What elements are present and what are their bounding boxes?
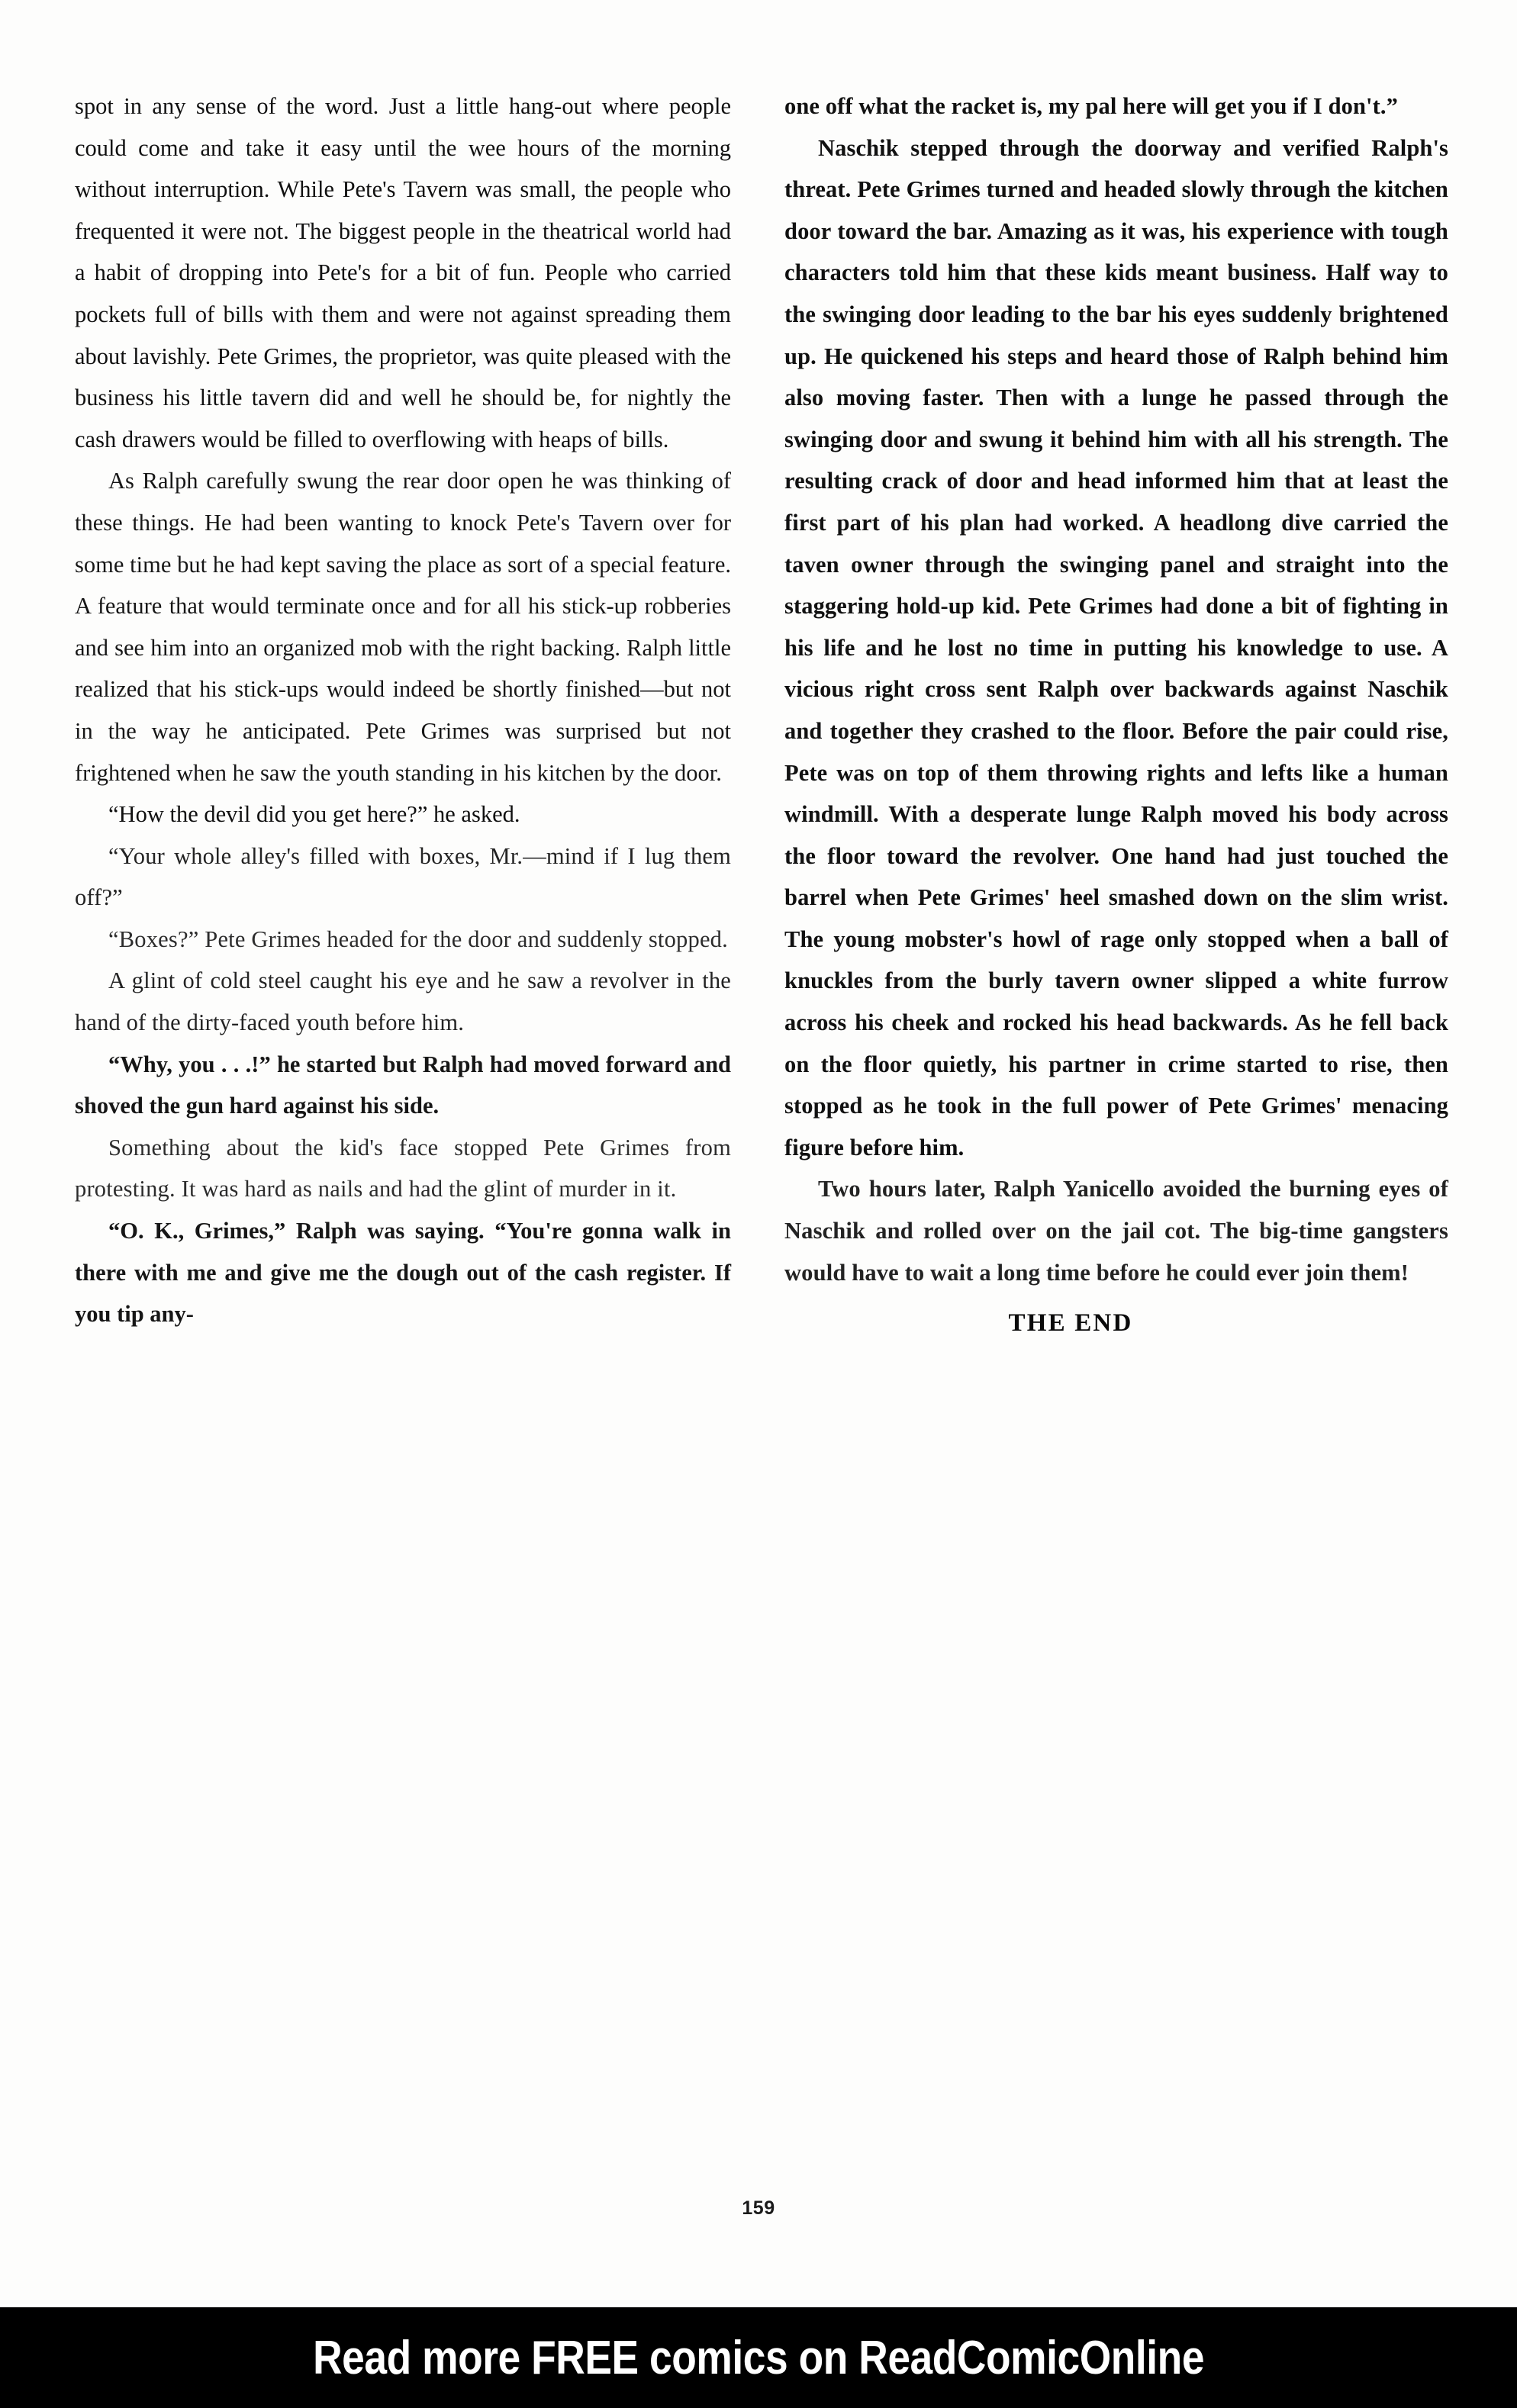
promo-banner-text: Read more FREE comics on ReadComicOnline xyxy=(313,2331,1204,2384)
paragraph: spot in any sense of the word. Just a little hang-out where people could come and take it easy until the wee hours of the morning without interruption. While Pete's Tavern was small, the people who frequented it were not. The biggest people in the theatrical world had a habit of dropping into Pete's for a bit of fun. People who carried pockets full of bills with them and were not against spreading them about lavishly. Pete Grimes, the proprietor, was quite pleased with the business his little tavern did and well he should be, for nightly the cash drawers would be filled to overflowing with heaps of bills. xyxy=(75,93,731,452)
paragraph: Something about the kid's face stopped Pete Grimes from protesting. It was hard as nails and had the glint of murder in it. xyxy=(75,1134,731,1202)
paragraph: A glint of cold steel caught his eye and he saw a revolver in the hand of the dirty-faced youth before him. xyxy=(75,967,731,1036)
paragraph: “Your whole alley's filled with boxes, Mr.—mind if I lug them off?” xyxy=(75,842,731,911)
paragraph: Naschik stepped through the doorway and verified Ralph's threat. Pete Grimes turned and headed slowly through the kitchen door toward the bar. Amazing as it was, his experience with tough characters told him that these kids meant business. Half way to the swinging door leading to the bar his eyes suddenly brightened up. He quickened his steps and heard those of Ralph behind him also moving faster. Then with a lunge he passed through the swinging door and swung it behind him with all his strength. The resulting crack of door and head informed him that at least the first part of his plan had worked. A headlong dive carried the taven owner through the swinging panel and straight into the staggering hold-up kid. Pete Grimes had done a bit of fighting in his life and he lost no time in putting his knowledge to use. A vicious right cross sent Ralph over backwards against Naschik and together they crashed to the floor. Before the pair could rise, Pete was on top of them throwing rights and lefts like a human windmill. With a desperate lunge Ralph moved his body across the floor toward the revolver. One hand had just touched the barrel when Pete Grimes' heel smashed down on the slim wrist. The young mobster's howl of rage only stopped when a ball of knuckles from the burly tavern owner slipped a white furrow across his cheek and rocked his head backwards. As he fell back on the floor quietly, his partner in crime started to rise, then stopped as he took in the full power of Pete Grimes' menacing figure before him. xyxy=(784,134,1448,1161)
paragraph: “How the devil did you get here?” he asked. xyxy=(108,801,520,828)
paragraph: Two hours later, Ralph Yanicello avoided the burning eyes of Naschik and rolled over on the jail cot. The big-time gangsters would have to wait a long time before he could ever join them! xyxy=(784,1176,1448,1286)
right-text-column xyxy=(784,85,1448,1344)
page-number: 159 xyxy=(742,2197,775,2219)
paragraph: one off what the racket is, my pal here will get you if I don't.” xyxy=(784,93,1398,119)
two-column-text-body xyxy=(75,85,1448,2146)
story-end-marker: THE END xyxy=(1008,1309,1133,1338)
promo-banner xyxy=(0,2307,1517,2408)
paragraph: As Ralph carefully swung the rear door open he was thinking of these things. He had been wanting to knock Pete's Tavern over for some time but he had kept saving the place as sort of a special feature. A feature that would terminate once and for all his stick-up robberies and see him into an organized mob with the right backing. Ralph little realized that his stick-ups would indeed be shortly finished—but not in the way he anticipated. Pete Grimes was surprised but not frightened when he saw the youth standing in his kitchen by the door. xyxy=(75,468,731,786)
left-text-column xyxy=(75,85,731,1335)
paragraph: “O. K., Grimes,” Ralph was saying. “You're gonna walk in there with me and give me the dough out of the cash register. If you tip any- xyxy=(75,1218,731,1328)
paragraph: “Why, you . . .!” he started but Ralph had moved forward and shoved the gun hard against his side. xyxy=(75,1051,731,1119)
paragraph: “Boxes?” Pete Grimes headed for the door and suddenly stopped. xyxy=(108,926,728,952)
